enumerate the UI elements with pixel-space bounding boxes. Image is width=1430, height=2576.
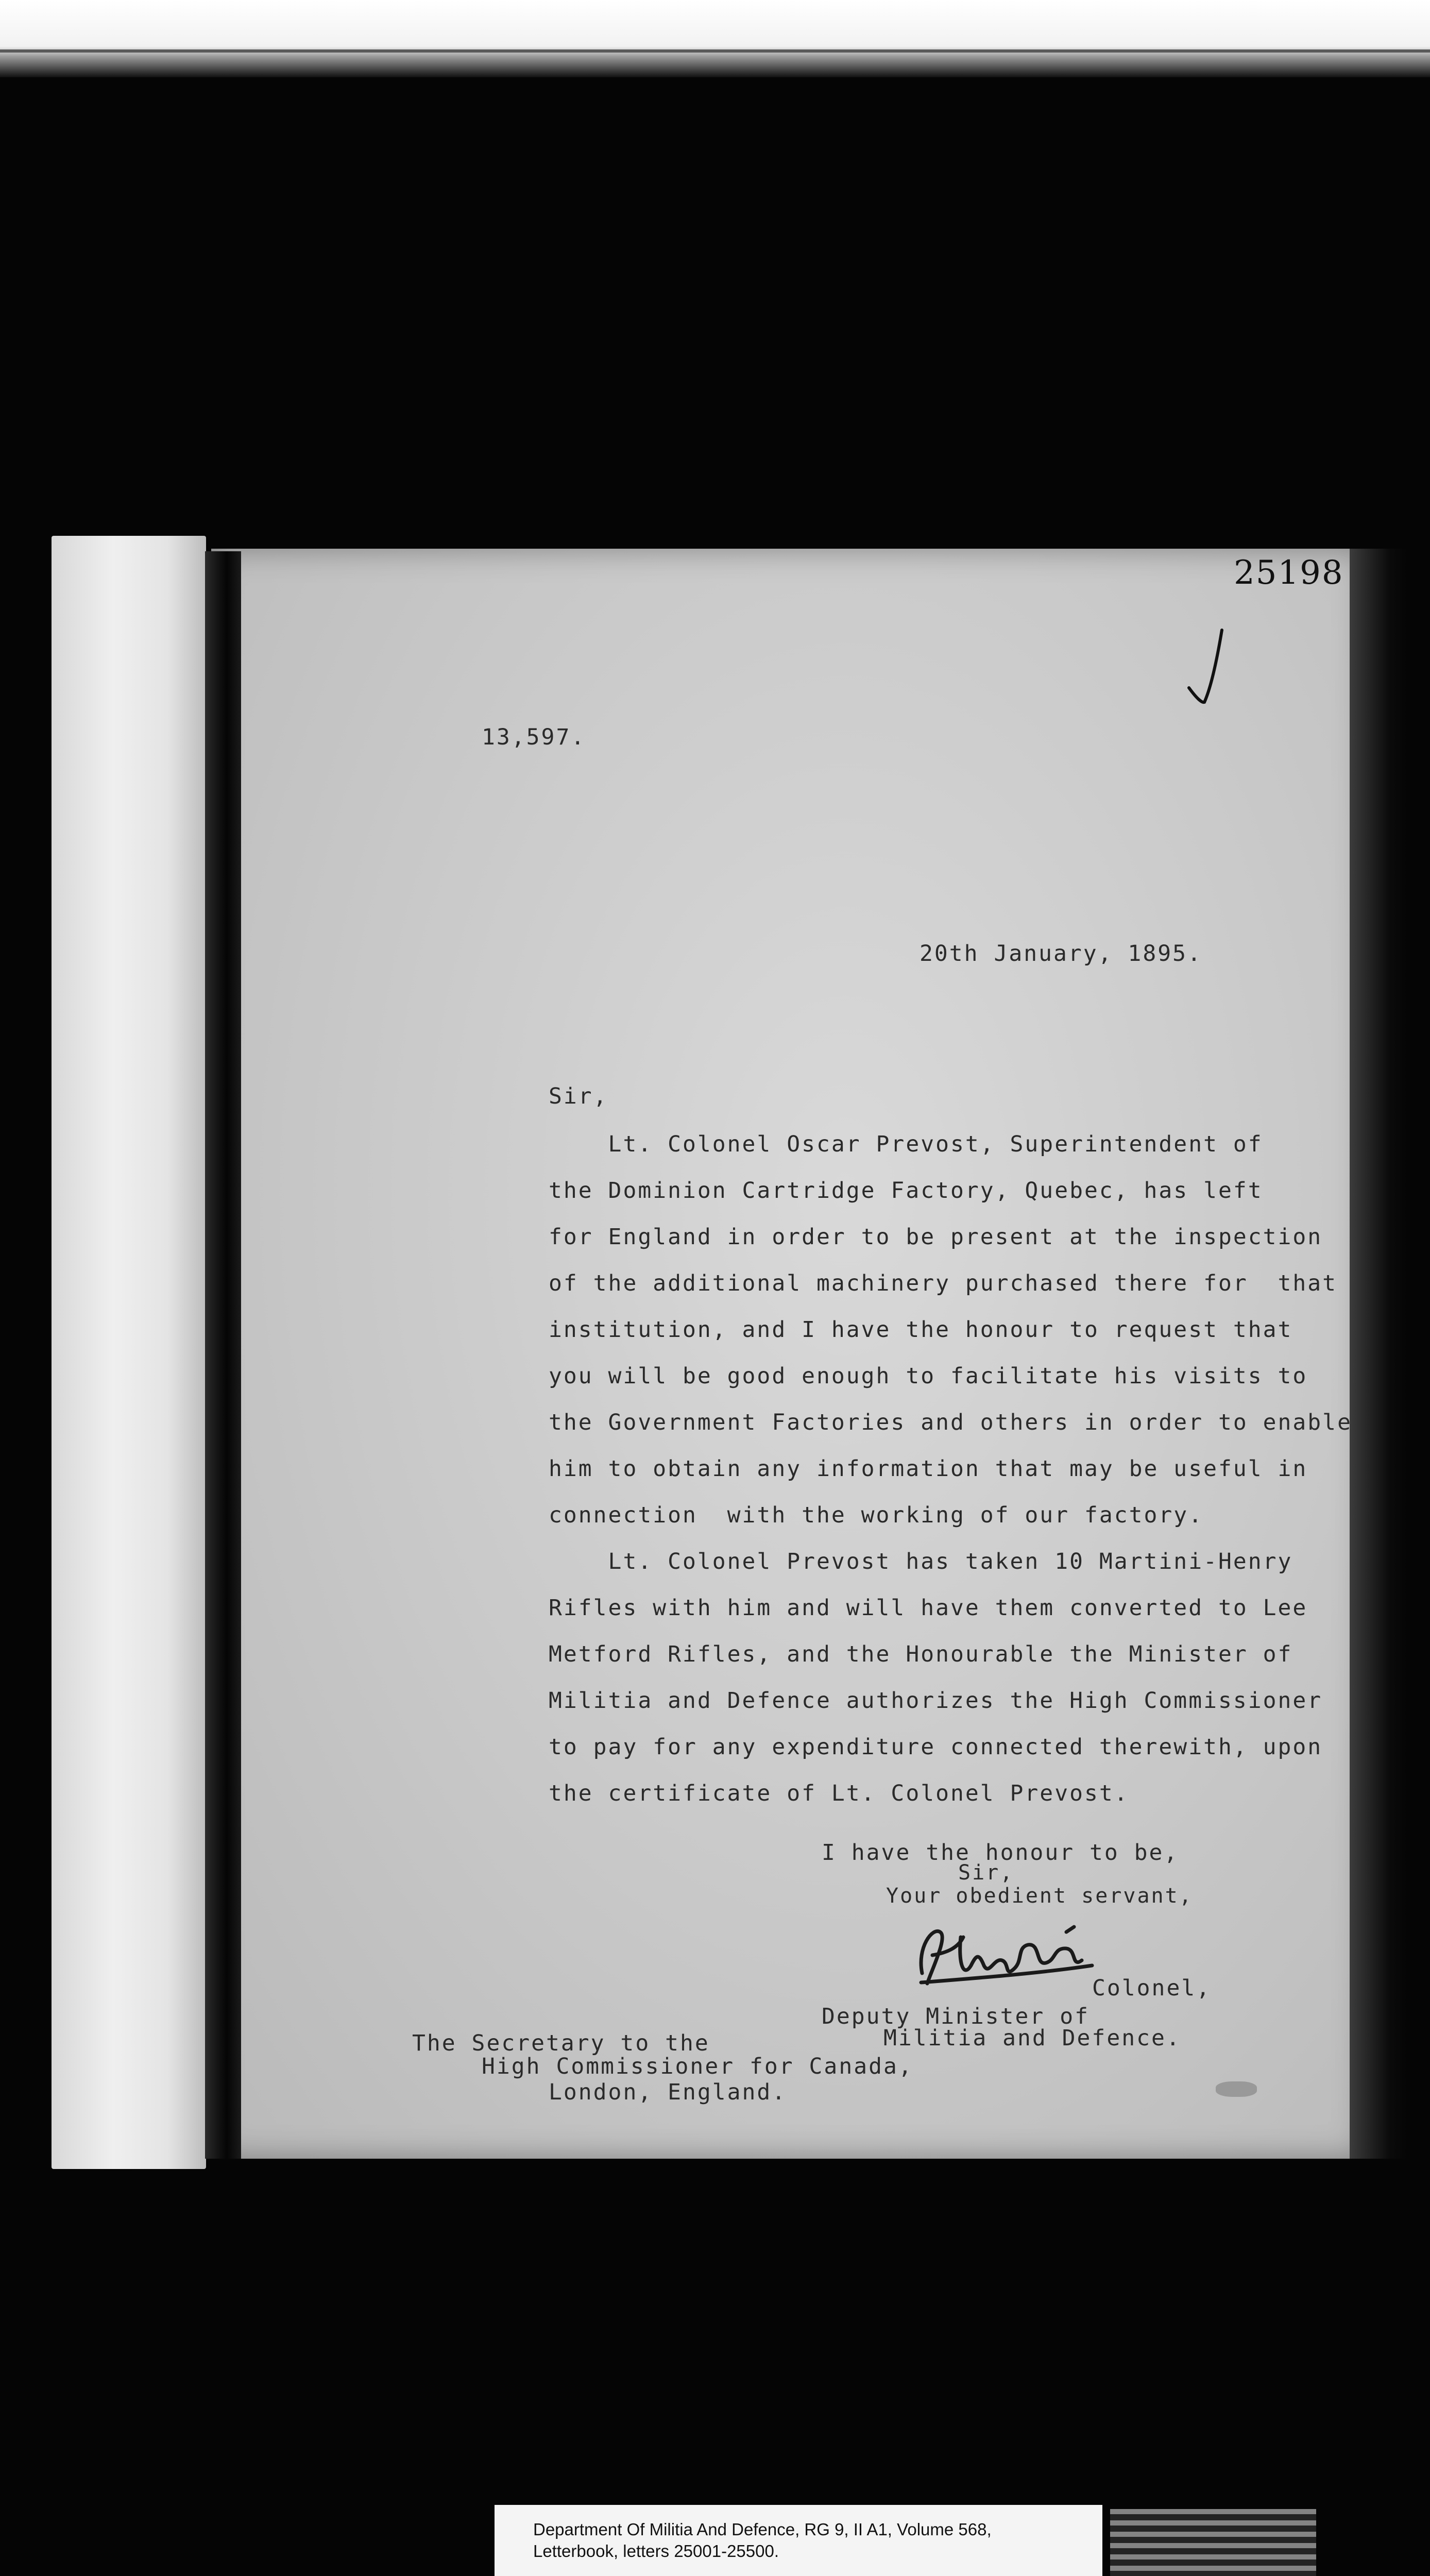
letter-page [211,549,1365,2159]
signatory-title-line2: Militia and Defence. [883,2025,1181,2051]
body-line: for England in order to be present at the inspection [549,1224,1323,1250]
body-line: Rifles with him and will have them converted to Lee [549,1595,1308,1621]
addressee-line: High Commissioner for Canada, [482,2054,913,2079]
ink-smudge [1216,2081,1257,2097]
body-line: the Government Factories and others in order to enable [549,1410,1352,1435]
letter-date: 20th January, 1895. [920,941,1202,967]
salutation: Sir, [549,1083,608,1109]
signatory-rank: Colonel, [1092,1975,1212,2001]
body-line: Militia and Defence authorizes the High Commissioner [549,1688,1323,1714]
letter-reference-number: 13,597. [482,724,586,750]
body-line: him to obtain any information that may be useful in [549,1456,1308,1482]
page-shadow-right [1350,549,1406,2159]
body-line: Lt. Colonel Oscar Prevost, Superintendent of [549,1131,1263,1157]
checkmark-icon [1185,626,1226,708]
binding-gutter [205,551,241,2159]
closing-servant: Your obedient servant, [886,1884,1193,1908]
addressee-line: London, England. [549,2079,787,2105]
archive-label-card [495,2505,1102,2576]
body-line: connection with the working of our factory. [549,1502,1204,1528]
folded-page-edge [52,536,206,2169]
body-line: institution, and I have the honour to request that [549,1317,1293,1343]
closing-sir: Sir, [958,1861,1014,1885]
body-line: Lt. Colonel Prevost has taken 10 Martini-Henry [549,1549,1293,1574]
body-line: of the additional machinery purchased there for that [549,1270,1338,1296]
film-strip-top-edge [0,0,1430,77]
closing-line: I have the honour to be, [822,1840,1179,1866]
body-line: Metford Rifles, and the Honourable the Minister of [549,1641,1293,1667]
archive-label-line1: Department Of Militia And Defence, RG 9, II A1, Volume 568, [533,2520,992,2539]
illegible-stamp [1110,2509,1316,2576]
body-line: the Dominion Cartridge Factory, Quebec, has left [549,1178,1263,1204]
folio-number: 25198 [1234,554,1344,592]
signatory-title-line1: Deputy Minister of [822,2004,1089,2029]
body-line: you will be good enough to facilitate his visits to [549,1363,1308,1389]
archive-label-line2: Letterbook, letters 25001-25500. [533,2541,779,2561]
body-line: the certificate of Lt. Colonel Prevost. [549,1781,1129,1806]
body-line: to pay for any expenditure connected therewith, upon [549,1734,1323,1760]
handwritten-signature [912,1917,1102,1994]
letter-body [549,1131,1352,1806]
addressee-line: The Secretary to the [412,2030,710,2056]
film-strip-divider [0,49,1430,53]
